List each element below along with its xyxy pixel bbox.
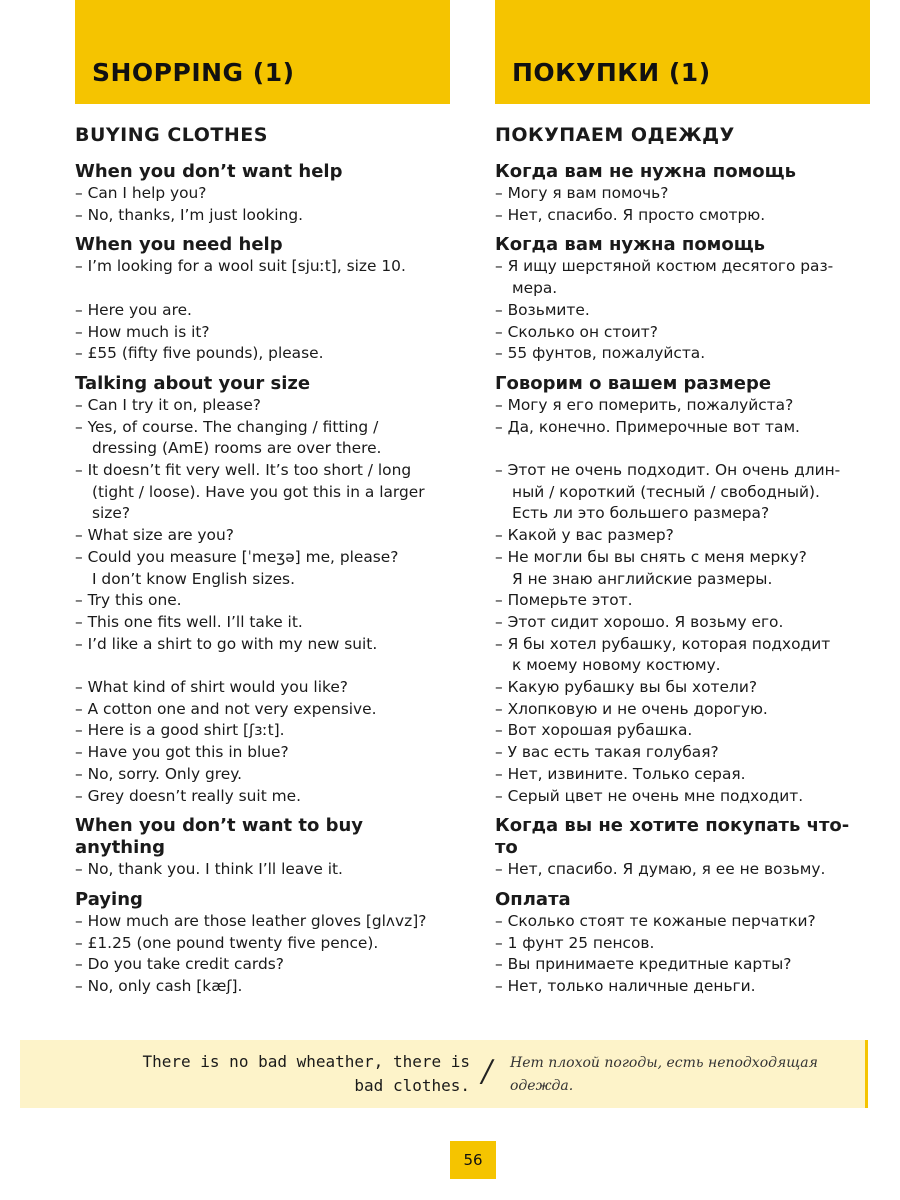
- phrase-line: – No, only cash [kæʃ].: [75, 977, 243, 996]
- phrase-line: – Can I try it on, please?: [75, 395, 261, 414]
- phrase-group-heading: When you don’t want to buy anything: [75, 815, 364, 859]
- phrase-line: – Вот хорошая рубашка.: [495, 721, 693, 740]
- phrase-line: – Какой у вас размер?: [495, 526, 674, 545]
- proverb-russian: Нет плохой погоды, есть неподходящая одежда.: [510, 1055, 818, 1094]
- phrase-line: – Нет, спасибо. Я думаю, я ее не возьму.: [495, 860, 826, 879]
- phrase-line: – £1.25 (one pound twenty five pence).: [75, 933, 379, 952]
- phrase-line: – Не могли бы вы снять с меня мерку?: [495, 547, 807, 566]
- phrase-line: dressing (AmE) rooms are over there.: [92, 439, 382, 458]
- phrase-line: I don’t know English sizes.: [92, 569, 295, 588]
- phrase-line: – Могу я вам помочь?: [495, 184, 669, 202]
- phrase-line: – Do you take credit cards?: [75, 955, 284, 974]
- phrase-line: – Yes, of course. The changing / fitting /: [75, 417, 379, 436]
- phrase-line: – No, thank you. I think I’ll leave it.: [75, 860, 343, 879]
- phrase-line: – Я бы хотел рубашку, которая подходит: [495, 634, 831, 653]
- phrase-line: – Try this one.: [75, 591, 182, 610]
- phrase-line: – Серый цвет не очень мне подходит.: [495, 786, 804, 805]
- phrase-line: – Here you are.: [75, 300, 192, 319]
- phrase-line: – Возьмите.: [495, 300, 590, 319]
- phrase-line: – Нет, только наличные деньги.: [495, 977, 756, 996]
- proverb-english: There is no bad wheather, there is bad clothes.: [142, 1052, 470, 1095]
- phrase-line: – Померьте этот.: [495, 591, 633, 610]
- phrase-line: – 55 фунтов, пожалуйста.: [495, 344, 706, 363]
- phrase-line: size?: [92, 504, 131, 523]
- proverb-box: [20, 1040, 868, 1108]
- russian-column: [495, 0, 870, 998]
- blank-line: [495, 438, 870, 460]
- english-phrase-groups: [75, 161, 450, 998]
- phrase-group-heading: Оплата: [495, 888, 571, 910]
- phrase-line: – No, thanks, I’m just looking.: [75, 205, 303, 224]
- phrase-group-heading: Когда вам не нужна помощь: [495, 161, 796, 182]
- phrase-line: – Сколько стоят те кожаные перчатки?: [495, 911, 816, 930]
- phrase-line: – I’m looking for a wool suit [sjuːt], size 10.: [75, 257, 406, 276]
- phrase-line: – It doesn’t fit very well. It’s too short / long: [75, 461, 412, 480]
- phrase-group-heading: Когда вы не хотите покупать что-то: [495, 815, 850, 859]
- phrase-line: – Here is a good shirt [ʃɜːt].: [75, 721, 285, 740]
- english-column: [75, 0, 450, 998]
- page-number: 56: [450, 1141, 496, 1179]
- phrase-line: – Какую рубашку вы бы хотели?: [495, 678, 757, 697]
- russian-phrase-groups: [495, 161, 870, 998]
- phrase-line: – What kind of shirt would you like?: [75, 678, 348, 697]
- phrase-line: – 1 фунт 25 пенсов.: [495, 933, 655, 952]
- phrase-line: – Can I help you?: [75, 184, 207, 202]
- phrase-group-heading: Когда вам нужна помощь: [495, 234, 766, 256]
- phrase-line: – Могу я его померить, пожалуйста?: [495, 395, 794, 414]
- phrase-line: – How much is it?: [75, 322, 210, 341]
- phrase-line: – Нет, извините. Только серая.: [495, 764, 746, 783]
- english-chapter-title: SHOPPING (1): [75, 0, 450, 104]
- phrase-line: – How much are those leather gloves [glʌvz]?: [75, 911, 427, 930]
- phrase-line: Есть ли это большего размера?: [512, 504, 770, 523]
- english-section-title: BUYING CLOTHES: [75, 124, 268, 146]
- phrase-line: – £55 (fifty five pounds), please.: [75, 344, 324, 363]
- russian-section-title: ПОКУПАЕМ ОДЕЖДУ: [495, 124, 735, 146]
- proverb-separator: /: [482, 1054, 493, 1089]
- phrase-line: – This one fits well. I’ll take it.: [75, 612, 303, 631]
- blank-line: [75, 278, 450, 300]
- phrase-line: – Этот не очень подходит. Он очень длин-: [495, 461, 841, 480]
- phrase-line: – Нет, спасибо. Я просто смотрю.: [495, 205, 766, 224]
- phrase-line: – Сколько он стоит?: [495, 322, 658, 341]
- phrase-line: – У вас есть такая голубая?: [495, 743, 719, 762]
- phrase-line: ный / короткий (тесный / свободный).: [512, 482, 820, 501]
- phrase-group-heading: Говорим о вашем размере: [495, 372, 772, 394]
- phrase-line: мера.: [512, 279, 558, 298]
- blank-line: [75, 655, 450, 677]
- phrase-group-heading: When you don’t want help: [75, 161, 343, 182]
- phrase-line: (tight / loose). Have you got this in a larger: [92, 482, 425, 501]
- phrase-line: – Could you measure [ˈmeʒə] me, please?: [75, 547, 399, 566]
- phrase-line: – Хлопковую и не очень дорогую.: [495, 699, 768, 718]
- phrase-line: – What size are you?: [75, 526, 234, 545]
- phrase-line: – Я ищу шерстяной костюм десятого раз-: [495, 257, 834, 276]
- phrase-line: – A cotton one and not very expensive.: [75, 699, 377, 718]
- phrase-group-heading: When you need help: [75, 234, 283, 256]
- phrase-line: Я не знаю английские размеры.: [512, 569, 773, 588]
- phrase-group-heading: Talking about your size: [75, 372, 311, 394]
- phrase-line: к моему новому костюму.: [512, 656, 721, 675]
- phrase-line: – No, sorry. Only grey.: [75, 764, 242, 783]
- phrase-line: – Да, конечно. Примерочные вот там.: [495, 417, 800, 436]
- phrase-group-heading: Paying: [75, 888, 143, 910]
- phrase-line: – Этот сидит хорошо. Я возьму его.: [495, 612, 784, 631]
- russian-chapter-title: ПОКУПКИ (1): [495, 0, 870, 104]
- phrase-line: – Grey doesn’t really suit me.: [75, 786, 301, 805]
- phrase-line: – I’d like a shirt to go with my new suit.: [75, 634, 378, 653]
- phrase-line: – Вы принимаете кредитные карты?: [495, 955, 792, 974]
- phrase-line: – Have you got this in blue?: [75, 743, 289, 762]
